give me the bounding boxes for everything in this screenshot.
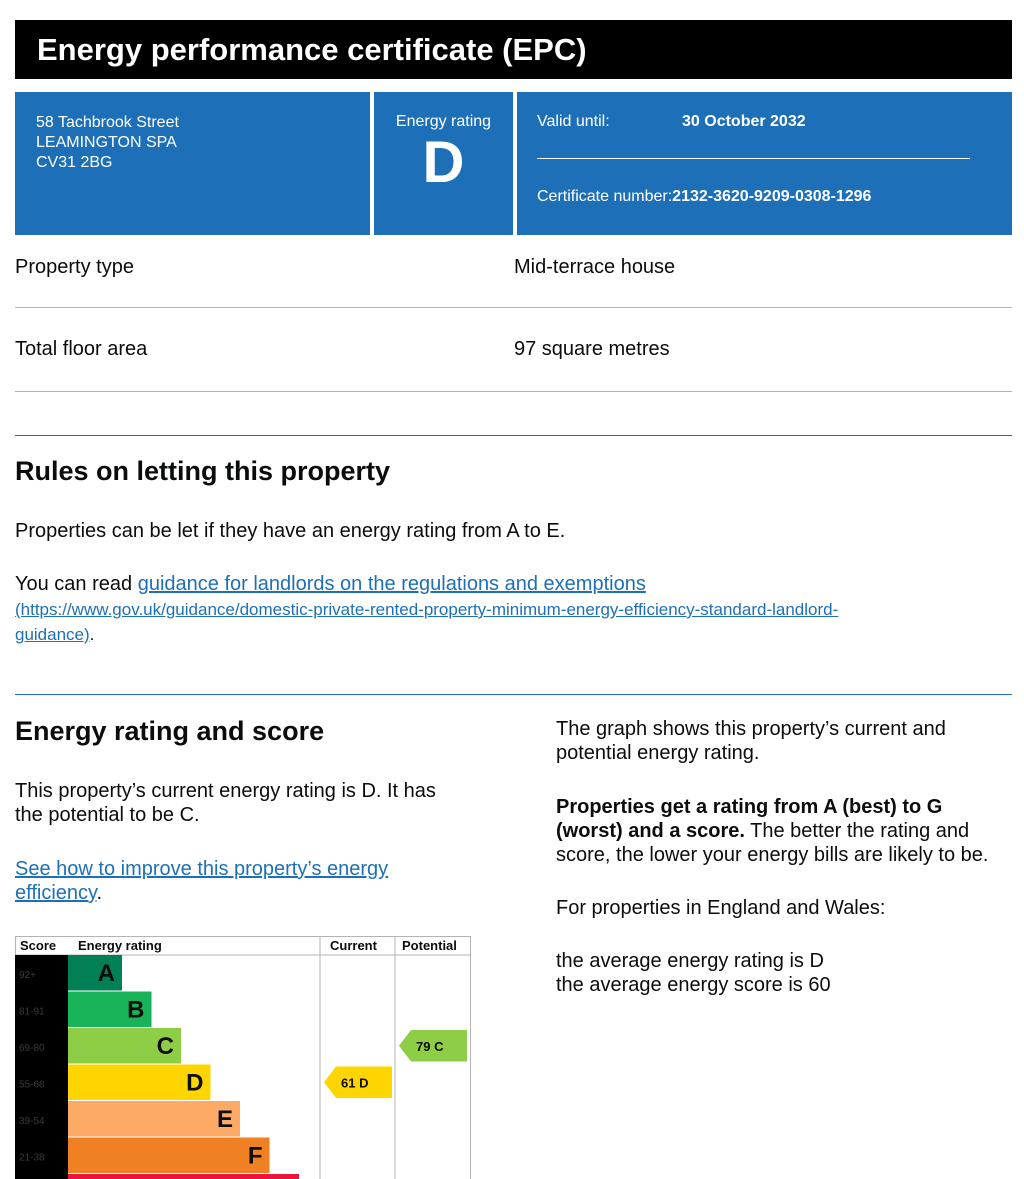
section-divider [15, 694, 1012, 695]
energy-rating-panel [374, 92, 513, 235]
potential-rating-label: 79 C [416, 1038, 444, 1054]
address-panel [15, 92, 370, 235]
valid-until-label: Valid until: [537, 113, 610, 130]
current-rating-label: 61 D [341, 1075, 369, 1091]
guidance-url-line-2-wrap [15, 622, 94, 647]
rating-band-letter: C [156, 1033, 174, 1060]
graph-description [556, 717, 946, 765]
rating-explainer-bold-1: Properties get a rating from A (best) to G [556, 796, 943, 818]
floor-area-label: Total floor area [15, 338, 148, 360]
valid-until-date: 30 October 2032 [682, 113, 806, 130]
rating-explainer-bold-2: (worst) and a score. [556, 820, 745, 842]
address-line-2: LEAMINGTON SPA [36, 134, 177, 151]
letting-heading: Rules on letting this property [15, 456, 391, 486]
certificate-number-label: Certificate number: [537, 188, 673, 205]
score-range-label: 21-38 [19, 1152, 45, 1164]
property-type-value: Mid-terrace house [514, 256, 676, 278]
energy-rating-label: Energy rating [395, 113, 492, 130]
guidance-paragraph [15, 572, 646, 596]
score-column-background [15, 955, 68, 1179]
guidance-url-line-2[interactable]: guidance) [15, 625, 90, 644]
guidance-prefix: You can read [15, 573, 138, 595]
improve-link-line-1[interactable]: See how to improve this property’s energy [15, 858, 389, 880]
rating-explainer-text-1: The better the rating and [744, 820, 970, 842]
rating-paragraph-line-2: the potential to be C. [15, 804, 200, 826]
certificate-number: 2132-3620-9209-0308-1296 [672, 188, 872, 205]
letting-paragraph: Properties can be let if they have an energy rating from A to E. [15, 520, 566, 542]
score-range-label: 81-91 [19, 1006, 45, 1018]
average-score-text: the average energy score is 60 [556, 974, 831, 996]
rating-band-letter: A [97, 960, 115, 987]
average-rating-text: the average energy rating is D [556, 950, 824, 972]
divider [537, 158, 970, 159]
address-line-3: CV31 2BG [36, 154, 113, 171]
rating-heading: Energy rating and score [15, 716, 325, 746]
rating-paragraph [15, 779, 436, 827]
rating-band-g [68, 1174, 299, 1179]
energy-rating-chart [15, 936, 471, 1179]
improve-link-line-2[interactable]: efficiency [15, 882, 97, 904]
energy-rating-chart-svg [15, 936, 471, 1179]
certificate-line [537, 188, 871, 206]
graph-description-line-2: potential energy rating. [556, 742, 760, 764]
floor-area-value: 97 square metres [514, 338, 670, 360]
chart-column-header: Potential [402, 938, 457, 953]
score-range-label: 69-80 [19, 1043, 45, 1054]
divider [15, 307, 1012, 308]
section-divider [15, 435, 1012, 436]
rating-explainer-text-2: score, the lower your energy bills are likely to be. [556, 844, 989, 866]
rating-band-letter: F [247, 1142, 263, 1170]
rating-band-f [68, 1138, 270, 1174]
guidance-link[interactable]: guidance for landlords on the regulations and exemptions [137, 573, 646, 595]
rating-explainer [556, 795, 988, 867]
chart-column-header: Score [20, 938, 57, 953]
rating-band-letter: B [127, 996, 145, 1024]
address-line-1: 58 Tachbrook Street [36, 114, 179, 131]
divider [15, 391, 1012, 392]
property-type-label: Property type [15, 256, 134, 278]
graph-description-line-1: The graph shows this property’s current and [556, 718, 946, 740]
validity-panel [517, 92, 1012, 235]
chart-column-header: Energy rating [78, 938, 162, 953]
rating-band-e [68, 1101, 240, 1137]
score-range-label: 92+ [19, 970, 36, 981]
score-range-label: 39-54 [19, 1116, 45, 1127]
guidance-url-line-1[interactable]: (https://www.gov.uk/guidance/domestic-private-rented-property-minimum-energy-efficiency-standard-landlord- [15, 600, 839, 619]
rating-band-letter: D [186, 1069, 204, 1097]
chart-column-header: Current [330, 938, 377, 953]
page-title: Energy performance certificate (EPC) [15, 20, 1012, 79]
rating-paragraph-line-1: This property’s current energy rating is D. It has [15, 780, 436, 802]
rating-band-letter: E [216, 1106, 233, 1133]
improve-link-suffix: . [96, 882, 103, 904]
averages [556, 949, 831, 997]
guidance-url-suffix: . [89, 625, 95, 644]
improve-link-block [15, 857, 388, 905]
england-wales-text: For properties in England and Wales: [556, 897, 886, 919]
energy-rating-letter: D [422, 130, 465, 195]
score-range-label: 55-68 [19, 1079, 45, 1091]
